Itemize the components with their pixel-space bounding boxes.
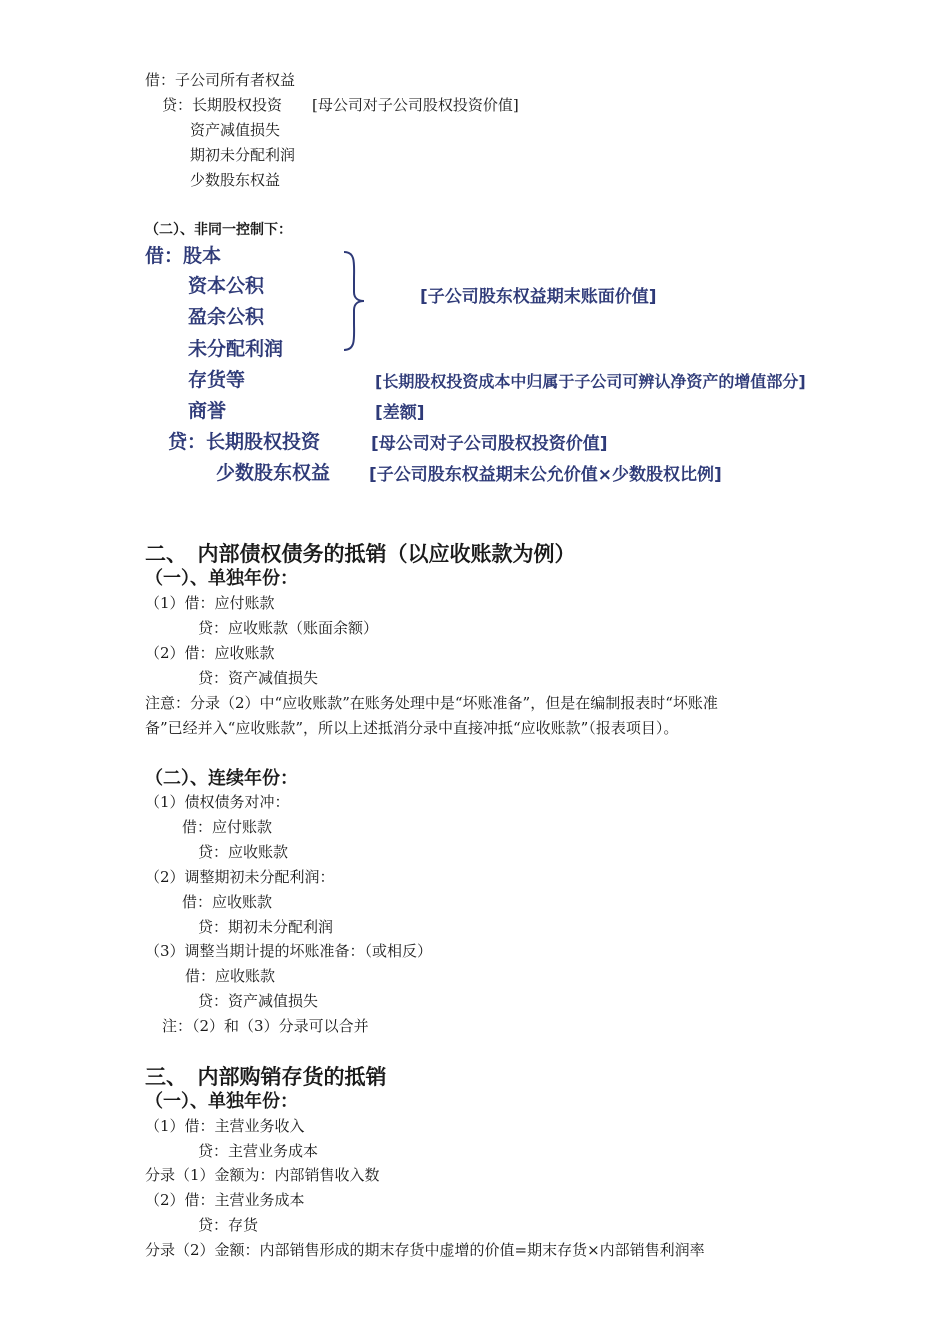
blue-goodwill-note: [差额]: [375, 403, 425, 423]
blue-inventory-note: [长期股权投资成本中归属于子公司可辨认净资产的增值部分]: [375, 372, 806, 391]
subheading-single-year-3: （一）、单独年份：: [145, 1091, 298, 1112]
note-paragraph-line: 备”已经并入“应收账款”，所以上述抵消分录中直接冲抵“应收账款”（报表项目）。: [145, 719, 679, 737]
blue-minority-interest: 少数股东权益: [216, 462, 331, 484]
entry-line: 贷：期初未分配利润: [198, 918, 334, 936]
entry-line: 贷：资产减值损失: [198, 992, 319, 1010]
entry-credit-lti: 贷：长期股权投资: [162, 96, 283, 114]
entry-impairment-loss: 资产减值损失: [190, 121, 281, 139]
entry-line: 分录（2）金额：内部销售形成的期末存货中虚增的价值=期末存货×内部销售利润率: [145, 1241, 705, 1259]
entry-line: 借：应付账款: [182, 818, 273, 836]
entry-line: （1）借：应付账款: [145, 594, 275, 612]
entry-line: （2）借：主营业务成本: [145, 1191, 305, 1209]
entry-line: 借：应收账款: [182, 893, 273, 911]
entry-line: （3）调整当期计提的坏账准备：（或相反）: [145, 942, 433, 960]
entry-line: 借：应收账款: [185, 967, 276, 985]
subheading-non-same-control: （二）、非同一控制下：: [145, 222, 292, 238]
entry-line: （1）债权债务对冲：: [145, 793, 290, 811]
entry-minority-interest: 少数股东权益: [190, 171, 281, 189]
blue-surplus-reserve: 盈余公积: [188, 306, 265, 328]
entry-credit-lti-note: [母公司对子公司股权投资价值]: [312, 96, 519, 114]
curly-brace-icon: [338, 250, 368, 352]
section-title-internal-inventory: 三、 内部购销存货的抵销: [145, 1065, 387, 1089]
entry-line: 贷：应收账款（账面余额）: [198, 619, 379, 637]
entry-line: 贷：应收账款: [198, 843, 289, 861]
blue-capital-reserve: 资本公积: [188, 275, 265, 297]
entry-line: 贷：资产减值损失: [198, 669, 319, 687]
section-title-internal-debt: 二、 内部债权债务的抵销（以应收账款为例）: [145, 542, 576, 566]
entry-opening-undistributed: 期初未分配利润: [190, 146, 296, 164]
note-paragraph-line: 注意：分录（2）中“应收账款”在账务处理中是“坏账准备”，但是在编制报表时“坏账准: [145, 694, 718, 712]
blue-inventory: 存货等: [188, 369, 246, 391]
blue-credit-lti: 贷：长期股权投资: [168, 431, 321, 453]
entry-line: （2）调整期初未分配利润：: [145, 868, 335, 886]
blue-equity-book-value-note: [子公司股东权益期末账面价值]: [420, 287, 657, 307]
entry-line: 贷：主营业务成本: [198, 1142, 319, 1160]
blue-goodwill: 商誉: [188, 400, 227, 422]
subheading-single-year: （一）、单独年份：: [145, 568, 298, 589]
entry-line: （2）借：应收账款: [145, 644, 275, 662]
blue-debit-share-capital: 借：股本: [145, 245, 222, 267]
entry-debit-subsidiary-equity: 借：子公司所有者权益: [145, 71, 296, 89]
entry-line: （1）借：主营业务收入: [145, 1117, 305, 1135]
blue-credit-lti-note: [母公司对子公司股权投资价值]: [371, 434, 608, 454]
entry-line: 贷：存货: [198, 1216, 259, 1234]
blue-minority-note: [子公司股东权益期末公允价值×少数股权比例]: [369, 465, 722, 485]
entry-line: 注：（2）和（3）分录可以合并: [162, 1017, 369, 1035]
entry-line: 分录（1）金额为：内部销售收入数: [145, 1166, 380, 1184]
blue-undistributed-profit: 未分配利润: [188, 338, 284, 360]
subheading-consecutive-years: （二）、连续年份：: [145, 768, 298, 789]
